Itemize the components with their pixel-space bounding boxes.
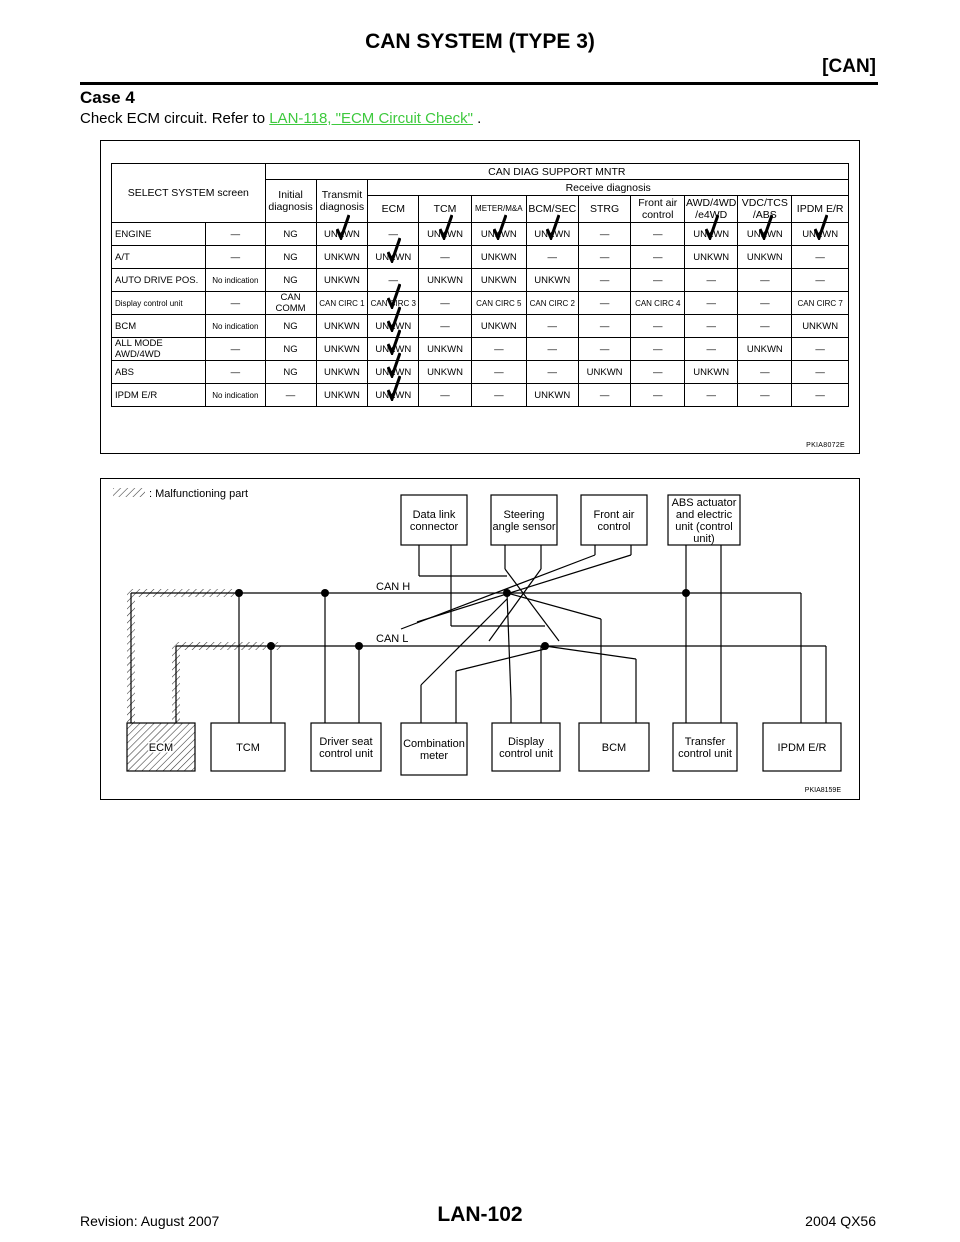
table-cell (631, 361, 685, 384)
cell-value: UNKWN (693, 251, 730, 263)
unit-label: TCM (236, 742, 260, 754)
cell-value: UNKWN (746, 251, 783, 263)
cell-value: — (815, 251, 825, 263)
table-cell (368, 338, 419, 361)
receive-col-header: Front air control (631, 196, 685, 223)
system-name: AUTO DRIVE POS. (112, 269, 206, 292)
cell-value: — (547, 366, 557, 378)
cell-value: — (652, 251, 663, 263)
cell-value: — (230, 228, 241, 240)
table-cell (631, 338, 685, 361)
table-cell (631, 292, 685, 315)
can-diag-table (111, 163, 849, 407)
table-cell (471, 338, 526, 361)
cell-value: UNKWN (534, 274, 571, 286)
table-cell (316, 292, 368, 315)
header-rule (80, 82, 878, 85)
case-text-suffix: . (472, 110, 482, 127)
table-cell (471, 223, 526, 246)
table-cell (419, 361, 472, 384)
system-name: IPDM E/R (112, 384, 206, 407)
table-cell (792, 315, 849, 338)
table-cell (206, 338, 266, 361)
cell-value: UNKWN (324, 251, 360, 263)
case-instruction (80, 110, 481, 127)
unit-box-ipdm-e-r (763, 723, 841, 771)
page-title: CAN SYSTEM (TYPE 3) (365, 30, 595, 53)
cell-value: — (652, 343, 663, 355)
cell-value: UNKWN (746, 343, 783, 355)
system-name: A/T (112, 246, 206, 269)
cell-value: UNKWN (480, 274, 517, 286)
unit-box-data-link-connector (401, 495, 467, 545)
cell-value: UNKWN (324, 366, 360, 378)
table-cell (316, 269, 368, 292)
case-text-prefix: Check ECM circuit. Refer to (80, 110, 270, 127)
receive-col-header: BCM/SEC (526, 196, 578, 223)
cell-value: CAN CIRC 1 (319, 298, 365, 308)
table-cell (792, 384, 849, 407)
unit-box-bcm (579, 723, 649, 771)
cell-value: UNKWN (480, 228, 517, 240)
cell-value: No indication (212, 321, 259, 331)
can-wiring-diagram (101, 479, 858, 798)
unit-box-front-air-control (581, 495, 647, 545)
table-cell (471, 384, 526, 407)
cell-value: — (547, 343, 557, 355)
table-cell (578, 292, 631, 315)
cell-value: — (388, 274, 399, 286)
table-cell (265, 315, 316, 338)
unit-box-combination-meter (401, 723, 467, 775)
can-wiring-diagram-figure (100, 478, 860, 800)
can-diag-support-mntr-header: CAN DIAG SUPPORT MNTR (265, 164, 848, 180)
table-cell (685, 315, 738, 338)
cell-value: UNKWN (427, 366, 463, 378)
cell-value: NG (283, 320, 298, 332)
cell-value: — (760, 320, 770, 332)
table-cell (368, 361, 419, 384)
system-name: BCM (112, 315, 206, 338)
cell-value: — (440, 320, 450, 332)
table-cell (526, 292, 578, 315)
table-cell (419, 315, 472, 338)
can-bus-lines (131, 545, 826, 723)
receive-col-header: IPDM E/R (792, 196, 849, 223)
vehicle-model: 2004 QX56 (805, 1213, 876, 1229)
cell-value: No indication (212, 275, 259, 285)
table-cell (419, 269, 472, 292)
table-cell (206, 361, 266, 384)
cell-value: — (494, 343, 504, 355)
unit-label: BCM (601, 742, 627, 754)
table-cell (206, 292, 266, 315)
table-cell (738, 384, 792, 407)
cell-value: — (599, 389, 610, 401)
page-number: LAN-102 (437, 1203, 523, 1226)
system-name: Display control unit (112, 292, 206, 315)
table-cell (471, 246, 526, 269)
cell-value: — (388, 228, 399, 240)
cell-value: — (285, 389, 296, 401)
table-cell (631, 223, 685, 246)
table-cell (206, 223, 266, 246)
cell-value: CAN CIRC 4 (635, 298, 681, 308)
table-cell (631, 246, 685, 269)
cell-value: — (599, 297, 610, 309)
table-cell (368, 223, 419, 246)
table-cell (368, 292, 419, 315)
select-system-header: SELECT SYSTEM screen (112, 164, 266, 223)
table-cell (419, 223, 472, 246)
table-cell (631, 269, 685, 292)
table-cell (206, 315, 266, 338)
cell-value: UNKWN (324, 274, 360, 286)
cell-value: — (652, 389, 663, 401)
unit-label: Transfer control unit (678, 736, 732, 760)
unit-box-steering-angle-sensor (491, 495, 557, 545)
table-cell (738, 269, 792, 292)
cell-value: — (599, 228, 610, 240)
table-cell (265, 246, 316, 269)
table-cell (578, 384, 631, 407)
cell-value: — (440, 251, 450, 263)
can-h-label: CAN H (376, 581, 411, 593)
table-row (112, 292, 849, 315)
cell-value: — (547, 320, 557, 332)
cell-value: — (230, 297, 241, 309)
cell-value: CAN COMM (275, 292, 306, 314)
legend-hatch-swatch (113, 488, 145, 497)
table-cell (685, 361, 738, 384)
system-name: ENGINE (112, 223, 206, 246)
table-cell (316, 246, 368, 269)
cell-value: — (494, 366, 504, 378)
table-cell (578, 246, 631, 269)
table-cell (265, 223, 316, 246)
case-heading: Case 4 (80, 88, 135, 107)
cell-value: No indication (212, 390, 259, 400)
unit-label: Steering angle sensor (492, 509, 556, 533)
cell-value: — (815, 366, 825, 378)
table-cell (738, 223, 792, 246)
unit-label: Display control unit (499, 736, 553, 760)
cell-value: — (599, 320, 610, 332)
transmit-diagnosis-header: Transmit diagnosis (316, 180, 368, 223)
table-cell (578, 338, 631, 361)
cell-value: UNKWN (586, 366, 623, 378)
cell-value: UNKWN (324, 320, 360, 332)
table-cell (316, 361, 368, 384)
table-row (112, 246, 849, 269)
table-row (112, 338, 849, 361)
unit-box-tcm (211, 723, 285, 771)
table-cell (368, 246, 419, 269)
receive-col-header: METER/M&A (471, 196, 526, 223)
table-row (112, 361, 849, 384)
table-cell (368, 269, 419, 292)
system-name: ALL MODE AWD/4WD (112, 338, 206, 361)
cell-value: UNKWN (480, 320, 517, 332)
table-cell (206, 269, 266, 292)
unit-label: IPDM E/R (777, 742, 827, 754)
junction-dots (235, 589, 690, 650)
cell-value: — (815, 343, 825, 355)
unit-label: Combination meter (403, 738, 465, 762)
unit-label: ECM (148, 742, 174, 754)
cell-value: UNKWN (802, 228, 839, 240)
table-cell (792, 361, 849, 384)
cell-value: NG (283, 228, 298, 240)
cell-value: — (815, 389, 825, 401)
table-cell (471, 315, 526, 338)
table-cell (738, 315, 792, 338)
unit-label: Driver seat control unit (319, 736, 373, 760)
table-cell (792, 246, 849, 269)
unit-box-abs-actuator-and-electric-unit-control-unit (668, 495, 740, 545)
receive-col-header: AWD/4WD /e4WD (686, 197, 737, 221)
cell-value: — (652, 320, 663, 332)
cell-value: — (706, 343, 716, 355)
table-cell (419, 292, 472, 315)
cell-value: NG (283, 274, 298, 286)
unit-box-transfer-control-unit (673, 723, 737, 771)
table-cell (265, 292, 316, 315)
table-row (112, 223, 849, 246)
table-cell (578, 315, 631, 338)
table-row (112, 315, 849, 338)
malfunction-legend (113, 488, 248, 500)
cell-value: — (230, 343, 241, 355)
table-cell (526, 269, 578, 292)
initial-diagnosis-header: Initial diagnosis (265, 180, 316, 223)
cell-value: — (706, 320, 716, 332)
cell-value: UNKWN (534, 228, 571, 240)
revision-date: Revision: August 2007 (80, 1213, 220, 1229)
table-cell (368, 315, 419, 338)
cell-value: — (230, 366, 241, 378)
cell-value: CAN CIRC 2 (529, 298, 575, 308)
table-cell (471, 361, 526, 384)
unit-label: Front air control (593, 509, 635, 533)
cell-value: CAN CIRC 3 (370, 298, 416, 308)
cell-value: — (440, 297, 450, 309)
table-cell (368, 384, 419, 407)
cell-value: UNKWN (375, 343, 412, 355)
table-cell (578, 361, 631, 384)
cell-value: UNKWN (375, 320, 412, 332)
figure-id: PKIA8072E (806, 442, 845, 449)
cell-value: UNKWN (324, 343, 360, 355)
table-cell (685, 269, 738, 292)
table-cell (685, 384, 738, 407)
table-cell (685, 246, 738, 269)
cell-value: — (760, 297, 770, 309)
table-cell (265, 361, 316, 384)
unit-box-ecm (127, 723, 195, 771)
table-cell (792, 292, 849, 315)
cell-value: UNKWN (480, 251, 517, 263)
ecm-circuit-check-link[interactable]: LAN-118, "ECM Circuit Check" (269, 110, 473, 127)
cell-value: UNKWN (693, 366, 730, 378)
table-cell (316, 223, 368, 246)
table-cell (578, 223, 631, 246)
table-cell (526, 315, 578, 338)
cell-value: UNKWN (427, 274, 463, 286)
table-cell (685, 223, 738, 246)
table-cell (738, 292, 792, 315)
unit-label: Data link connector (409, 509, 459, 533)
cell-value: — (760, 366, 770, 378)
table-cell (265, 338, 316, 361)
cell-value: — (652, 228, 663, 240)
table-cell (792, 223, 849, 246)
receive-diagnosis-header: Receive diagnosis (368, 180, 849, 196)
table-cell (792, 338, 849, 361)
unit-label: ABS actuator and electric unit (control unit) (671, 497, 737, 545)
table-cell (631, 384, 685, 407)
cell-value: — (706, 389, 716, 401)
unit-box-display-control-unit (492, 723, 560, 771)
table-cell (316, 315, 368, 338)
table-cell (526, 246, 578, 269)
can-diag-table-figure (100, 140, 860, 454)
table-cell (471, 269, 526, 292)
table-cell (419, 246, 472, 269)
receive-col-header: VDC/TCS /ABS (738, 196, 792, 223)
table-cell (316, 338, 368, 361)
cell-value: UNKWN (427, 228, 463, 240)
table-cell (265, 269, 316, 292)
cell-value: UNKWN (746, 228, 783, 240)
cell-value: UNKWN (427, 343, 463, 355)
cell-value: — (599, 251, 610, 263)
cell-value: — (706, 297, 716, 309)
cell-value: UNKWN (324, 228, 360, 240)
table-cell (738, 246, 792, 269)
table-cell (419, 338, 472, 361)
cell-value: UNKWN (324, 389, 360, 401)
cell-value: UNKWN (802, 320, 839, 332)
section-tag: [CAN] (822, 56, 876, 77)
table-cell (526, 384, 578, 407)
receive-col-header: TCM (419, 196, 472, 223)
table-cell (738, 361, 792, 384)
cell-value: — (230, 251, 241, 263)
table-cell (685, 338, 738, 361)
table-row (112, 269, 849, 292)
table-cell (526, 361, 578, 384)
table-row (112, 384, 849, 407)
cell-value: — (599, 343, 610, 355)
table-cell (685, 292, 738, 315)
system-name: ABS (112, 361, 206, 384)
cell-value: CAN CIRC 7 (797, 298, 843, 308)
legend-label: : Malfunctioning part (149, 488, 249, 500)
cell-value: NG (283, 366, 298, 378)
table-cell (578, 269, 631, 292)
cell-value: — (494, 389, 504, 401)
cell-value: — (652, 366, 663, 378)
table-cell (471, 292, 526, 315)
table-cell (738, 338, 792, 361)
cell-value: — (440, 389, 450, 401)
cell-value: — (815, 274, 825, 286)
receive-col-header: STRG (578, 196, 631, 223)
table-cell (792, 269, 849, 292)
cell-value: — (547, 251, 557, 263)
cell-value: — (599, 274, 610, 286)
cell-value: UNKWN (375, 389, 412, 401)
cell-value: — (760, 274, 770, 286)
cell-value: UNKWN (375, 251, 412, 263)
table-cell (526, 338, 578, 361)
figure-id: PKIA8159E (804, 787, 841, 794)
cell-value: — (652, 274, 663, 286)
table-cell (316, 384, 368, 407)
cell-value: NG (283, 251, 298, 263)
can-l-label: CAN L (376, 633, 409, 645)
receive-col-header: ECM (368, 196, 419, 223)
cell-value: — (706, 274, 716, 286)
cell-value: CAN CIRC 5 (476, 298, 522, 308)
unit-box-driver-seat-control-unit (311, 723, 381, 771)
cell-value: UNKWN (693, 228, 730, 240)
table-cell (631, 315, 685, 338)
cell-value: — (760, 389, 770, 401)
table-cell (265, 384, 316, 407)
malfunction-hatching (127, 589, 281, 724)
cell-value: UNKWN (534, 389, 571, 401)
cell-value: UNKWN (375, 366, 412, 378)
table-cell (526, 223, 578, 246)
cell-value: NG (283, 343, 298, 355)
table-cell (206, 246, 266, 269)
table-cell (419, 384, 472, 407)
table-cell (206, 384, 266, 407)
